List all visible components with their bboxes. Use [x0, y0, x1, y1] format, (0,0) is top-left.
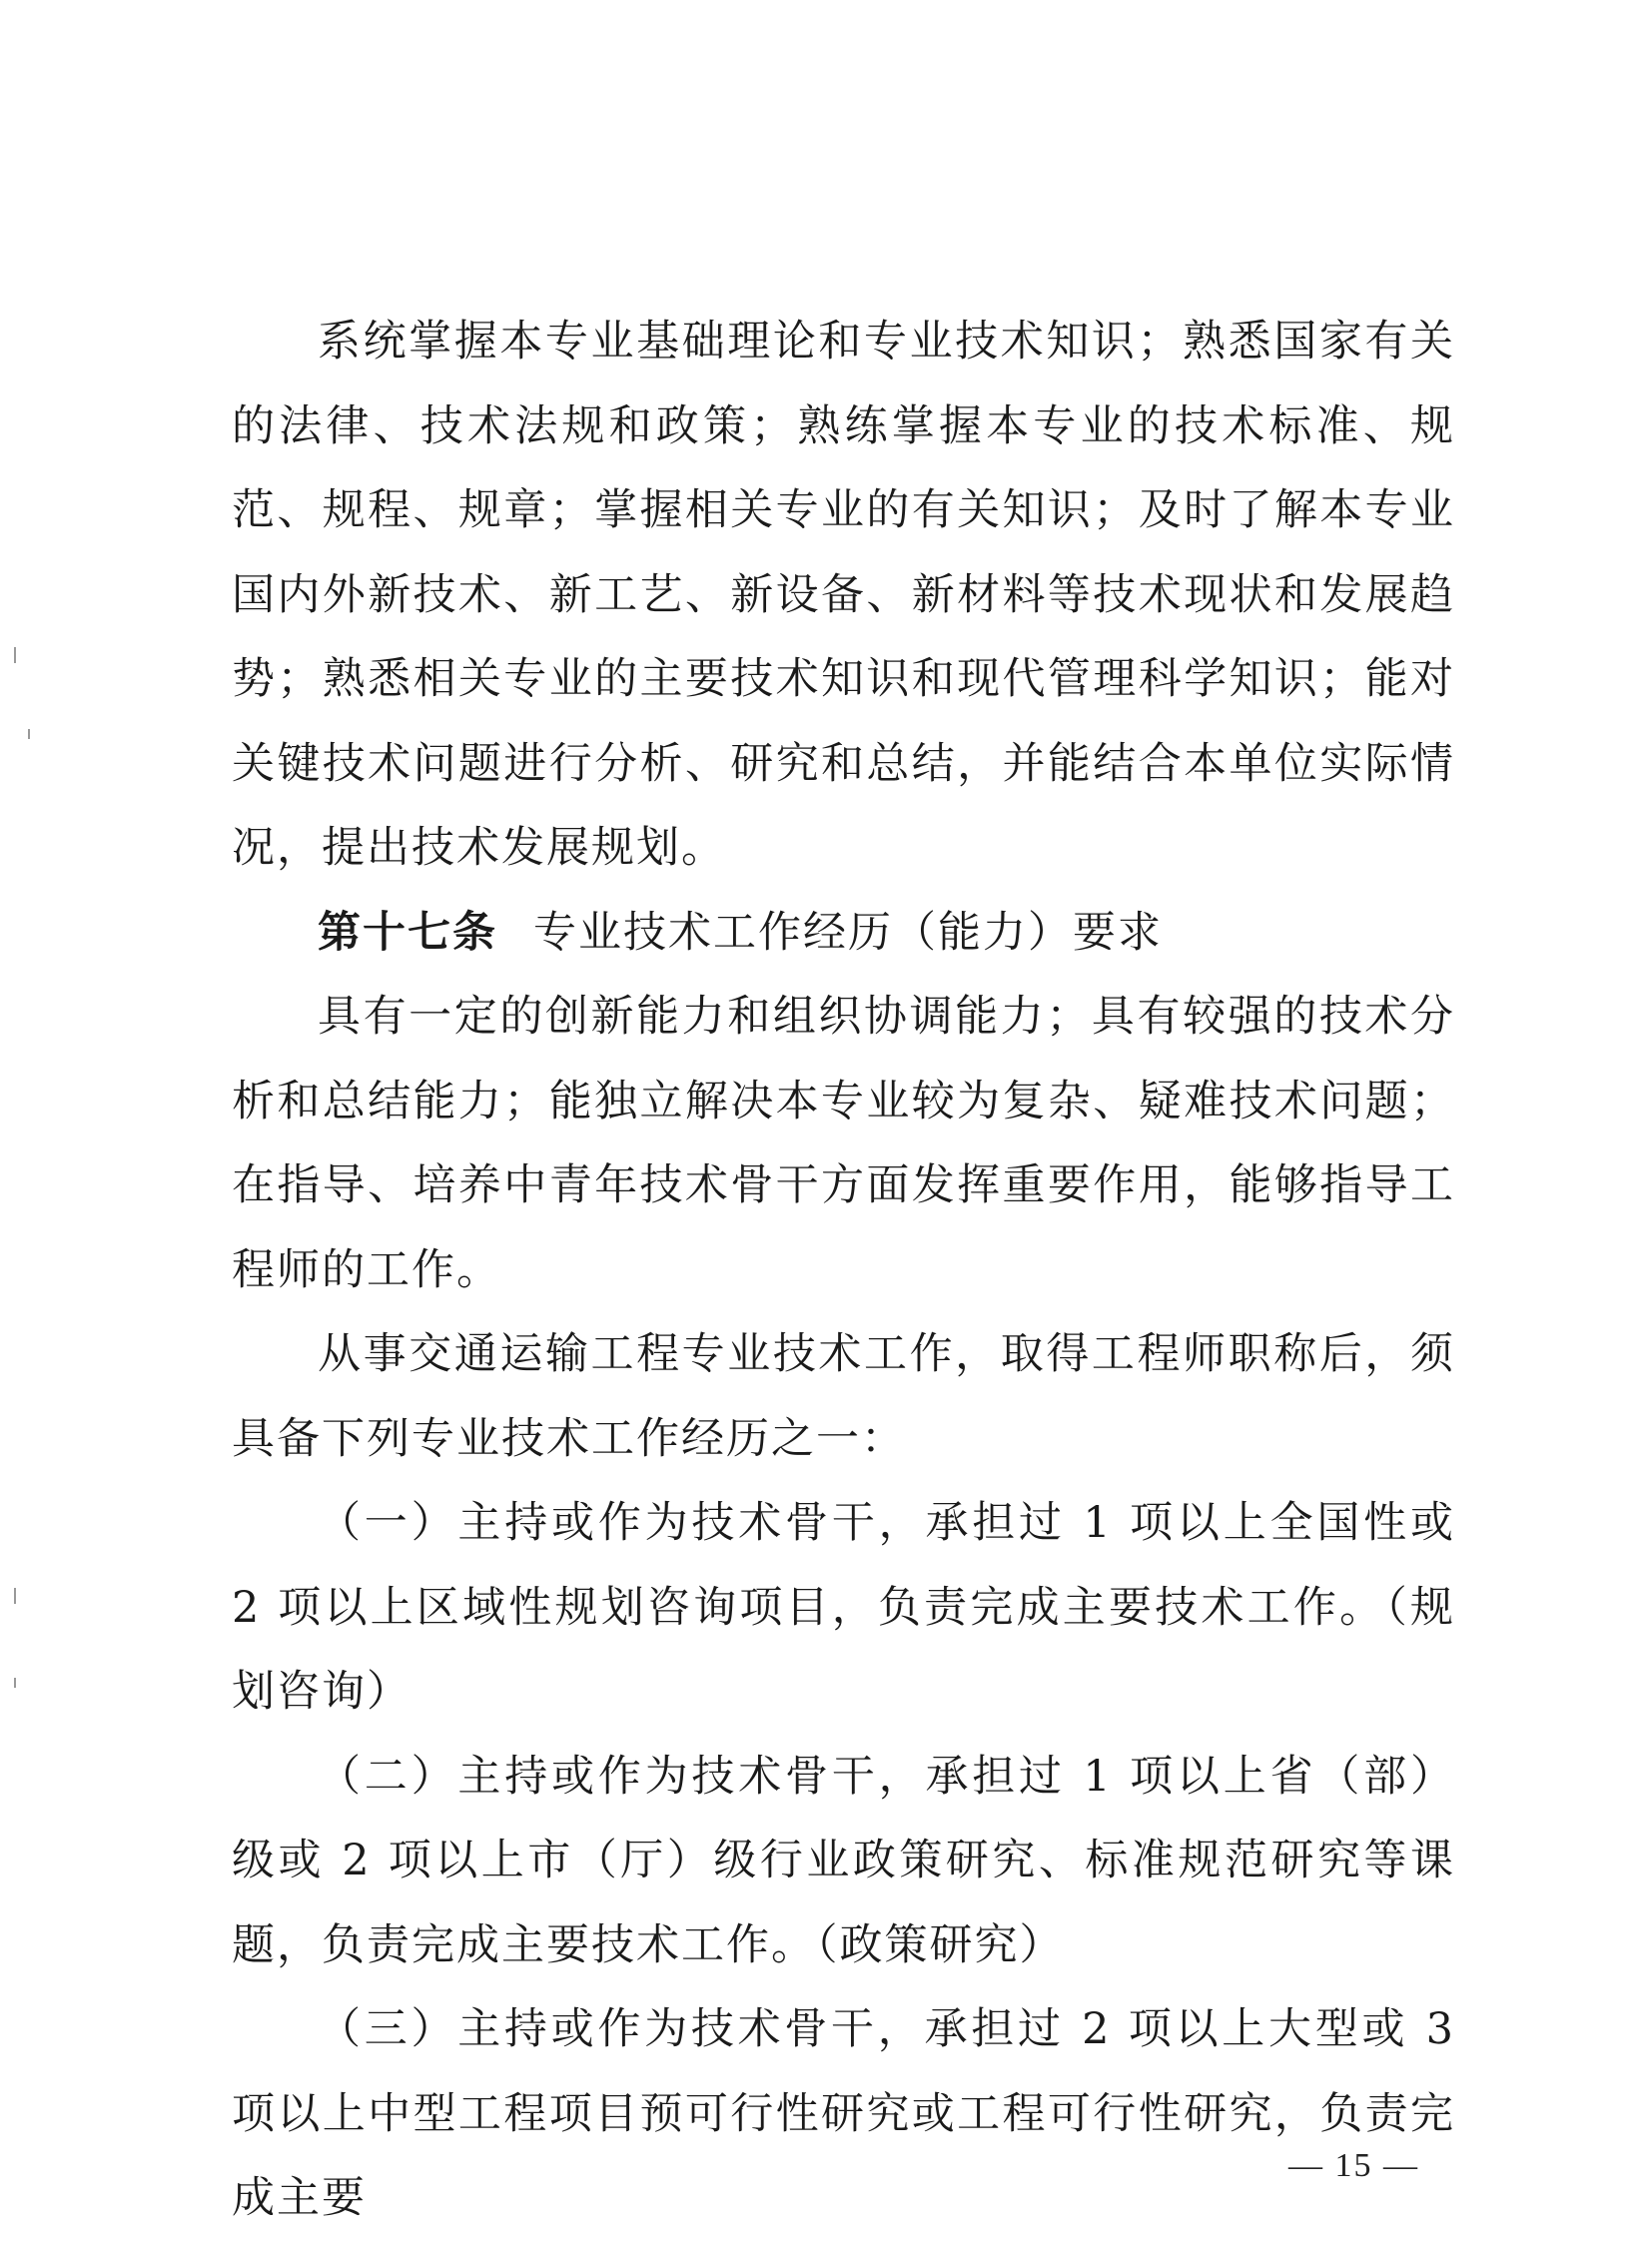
scan-mark [14, 1678, 16, 1688]
article-heading [232, 891, 1455, 976]
scan-mark [14, 1588, 16, 1604]
scan-mark [28, 729, 30, 739]
list-item: （一）主持或作为技术骨干，承担过 1 项以上全国性或 2 项以上区域性规划咨询项目，负责完成主要技术工作。（规划咨询） [232, 1498, 1455, 1717]
list-item: （三）主持或作为技术骨干，承担过 2 项以上大型或 3 项以上中型工程项目预可行性研究或工程可行性研究，负责完成主要 [232, 2004, 1455, 2223]
paragraph: 具有一定的创新能力和组织协调能力；具有较强的技术分析和总结能力；能独立解决本专业较为复杂、疑难技术问题；在指导、培养中青年技术骨干方面发挥重要作用，能够指导工程师的工作。 [232, 992, 1455, 1295]
article-number: 第十七条 [318, 907, 497, 958]
paragraph: 系统掌握本专业基础理论和专业技术知识；熟悉国家有关的法律、技术法规和政策；熟练掌握本专业的技术标准、规范、规程、规章；掌握相关专业的有关知识；及时了解本专业国内外新技术、新工艺、新设备、新材料等技术现状和发展趋势；熟悉相关专业的主要技术知识和现代管理科学知识；能对关键技术问题进行分析、研究和总结，并能结合本单位实际情况，提出技术发展规划。 [232, 317, 1455, 873]
article-title: 专业技术工作经历（能力）要求 [533, 907, 1163, 958]
body-text [232, 300, 1455, 2241]
page-number: — 15 — [1288, 2147, 1419, 2184]
list-item: （二）主持或作为技术骨干，承担过 1 项以上省（部）级或 2 项以上市（厅）级行业政策研究、标准规范研究等课题，负责完成主要技术工作。（政策研究） [232, 1751, 1455, 1970]
paragraph: 从事交通运输工程专业技术工作，取得工程师职称后，须具备下列专业技术工作经历之一： [232, 1329, 1455, 1464]
scan-mark [14, 647, 16, 663]
